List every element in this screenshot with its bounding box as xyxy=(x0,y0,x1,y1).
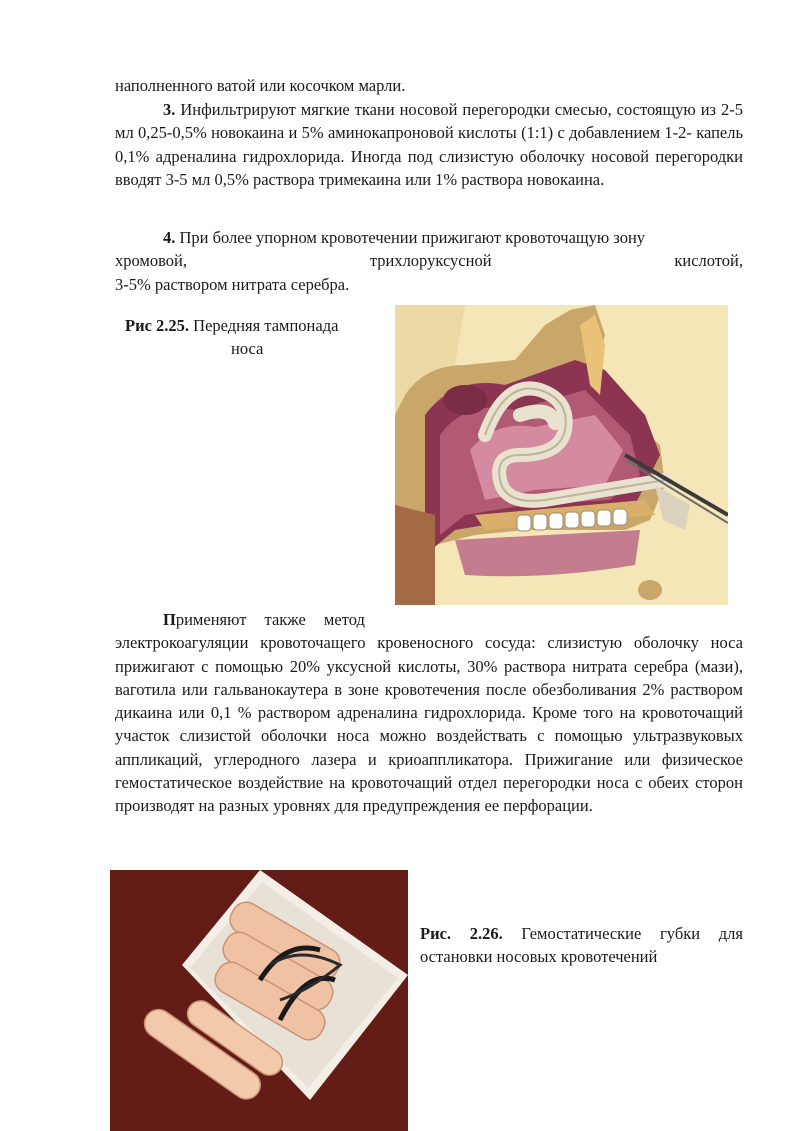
step-number: 4. xyxy=(163,228,176,247)
paragraph-step-3 xyxy=(115,98,743,191)
caption-text: Передняя тампонада xyxy=(189,316,339,335)
paragraph-step-4 xyxy=(115,226,743,296)
figure-caption-2-26 xyxy=(420,922,743,968)
paragraph-text: 3-5% раствором нитрата серебра. xyxy=(115,274,350,294)
paragraph-text: наполненного ватой или косочком марли. xyxy=(115,76,406,95)
step-number: 3. xyxy=(163,100,176,119)
nasal-tamponade-illustration xyxy=(395,305,728,605)
paragraph-text: При более упорном кровотечении прижигают кровоточащую зону xyxy=(175,228,646,247)
caption-text: носа xyxy=(231,339,264,358)
figure-caption-2-25 xyxy=(125,314,385,360)
drop-letter: П xyxy=(163,610,176,629)
caption-text: Гемостатические губки для остановки носовых кровотечений xyxy=(420,924,743,966)
paragraph-text: рименяют также метод xyxy=(175,610,365,629)
paragraph-text: электрокоагуляции кровоточащего кровеносного сосуда: слизистую оболочку носа прижигают с помощью 20% уксусной кислоты, 30% раствора нитрата серебра (мази), ваготила или гальванокаутера в зоне кровотечения после обезболивания 2% раствором дикаина или 0,1 % раствором адреналина гидрохлорида. Кроме того на кровоточащий участок слизистой оболочки носа можно воздействать с помощью ультразвуковых аппликаций, углеродного лазера и криоаппликатора. Прижигание или физическое гемостатическое воздействие на кровоточащий отдел перегородки носа с обеих сторон производят на разных уровнях для предупреждения ее перфорации. xyxy=(115,633,743,816)
paragraph-text: хромовой, трихлоруксусной кислотой, xyxy=(115,251,743,271)
paragraph-methods xyxy=(115,608,743,818)
paragraph-continuation xyxy=(115,74,743,97)
figure-label: Рис. 2.26. xyxy=(420,924,503,943)
figure-label: Рис 2.25. xyxy=(125,316,190,335)
paragraph-text: Инфильтрируют мягкие ткани носовой перегородки смесью, состоящую из 2-5 мл 0,25-0,5% новокаина и 5% аминокапроновой кислоты (1:1) с добавлением 1-2- капель 0,1% адреналина гидрохлорида. Иногда под слизистую оболочку носовой перегородки вводят 3-5 мл 0,5% раствора тримекаина или 1% раствора новокаина. xyxy=(115,100,743,189)
hemostatic-sponges-photo xyxy=(110,870,408,1131)
